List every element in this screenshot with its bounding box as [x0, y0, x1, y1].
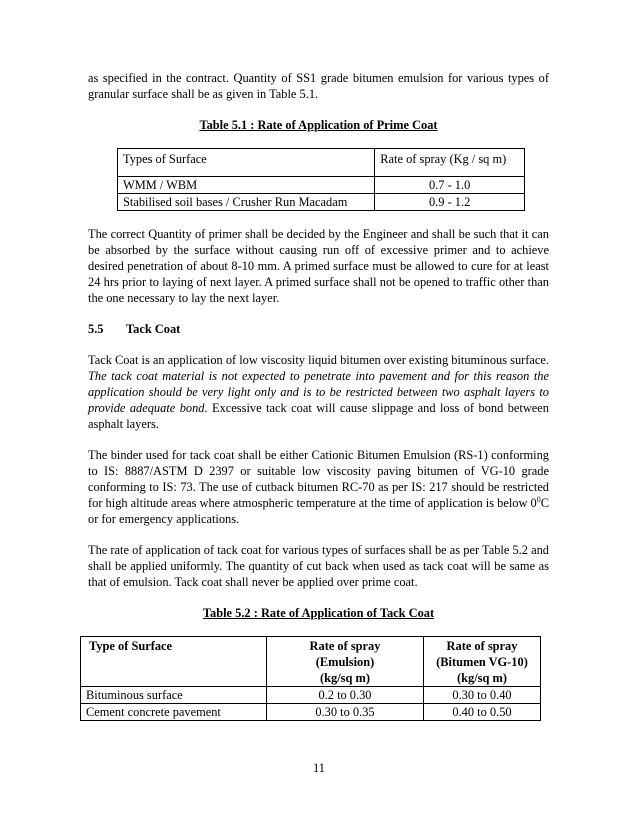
table-cell: 0.2 to 0.30 [267, 687, 424, 704]
table-header-row [118, 149, 525, 177]
table-row [118, 177, 525, 194]
table-header-cell: Rate of spray (Kg / sq m) [375, 149, 525, 177]
document-page [88, 70, 549, 721]
table-row [81, 704, 541, 721]
section-heading [88, 321, 549, 337]
header-line: (Bitumen VG-10) [436, 655, 528, 669]
section-title: Tack Coat [126, 322, 181, 336]
table-5-2-caption: Table 5.2 : Rate of Application of Tack Coat [202, 606, 435, 620]
table-row [81, 687, 541, 704]
rate-paragraph: The rate of application of tack coat for various types of surfaces shall be as per Table 5.2 and shall be applied uniformly. The quantity of cut back when used as tack coat will be same as that of emulsion. Tack coat shall never be applied over prime coat. [88, 543, 549, 589]
tack-coat-table [80, 636, 541, 721]
table-row [118, 194, 525, 211]
binder-text-tail: C or for emergency applications. [88, 496, 549, 526]
table-header-cell: Type of Surface [81, 637, 267, 687]
table-cell: 0.30 to 0.35 [267, 704, 424, 721]
table-cell: Cement concrete pavement [81, 704, 267, 721]
intro-paragraph: as specified in the contract. Quantity of SS1 grade bitumen emulsion for various types of granular surface shall be as given in Table 5.1. [88, 71, 549, 101]
table-cell: Stabilised soil bases / Crusher Run Macadam [118, 194, 375, 211]
table-cell: 0.9 - 1.2 [375, 194, 525, 211]
table-cell: 0.7 - 1.0 [375, 177, 525, 194]
table-header-cell: Types of Surface [118, 149, 375, 177]
table-header-cell [267, 637, 424, 687]
table-cell: Bituminous surface [81, 687, 267, 704]
table-header-row [81, 637, 541, 687]
tack-coat-paragraph [88, 352, 549, 432]
tack-text-part1: Tack Coat is an application of low viscosity liquid bitumen over existing bituminous surface. [88, 353, 549, 367]
header-line: Rate of spray [309, 639, 381, 653]
header-line: (Emulsion) [315, 655, 375, 669]
table-header-cell [424, 637, 541, 687]
table-cell: 0.40 to 0.50 [424, 704, 541, 721]
header-line: Rate of spray [446, 639, 518, 653]
table-cell: 0.30 to 0.40 [424, 687, 541, 704]
binder-text: The binder used for tack coat shall be either Cationic Bitumen Emulsion (RS-1) conforming to IS: 8887/ASTM D 2397 or suitable low viscosity paving bitumen of VG-10 grade conforming to IS: 73. The use of cutback bitumen RC-70 as per IS: 217 should be restricted for high altitude areas where atmospheric temperature at the time of application is below 0 [88, 448, 549, 510]
degree-superscript: 0 [536, 494, 541, 504]
binder-paragraph [88, 447, 549, 527]
header-line: (kg/sq m) [320, 671, 370, 685]
header-line: (kg/sq m) [457, 671, 507, 685]
primer-paragraph: The correct Quantity of primer shall be decided by the Engineer and shall be such that it can be absorbed by the surface without causing run off of excessive primer and to achieve desired penetration of about 8-10 mm. A primed surface must be allowed to cure for at least 24 hrs prior to laying of next layer. A primed surface shall not be opened to traffic other than the one necessary to lay the next layer. [88, 227, 549, 305]
page-number: 11 [313, 761, 325, 775]
section-number: 5.5 [88, 322, 104, 336]
table-cell: WMM / WBM [118, 177, 375, 194]
tack-text-italic: The tack coat material is not expected to penetrate into pavement and for this reason the application should be very light only and is to be restricted between two asphalt layers to provide adequate bond [88, 369, 549, 415]
table-5-1-caption: Table 5.1 : Rate of Application of Prime Coat [199, 118, 438, 132]
prime-coat-table [117, 148, 525, 211]
tack-text-part2: . Excessive tack coat will cause slippage and loss of bond between asphalt layers. [88, 401, 549, 431]
